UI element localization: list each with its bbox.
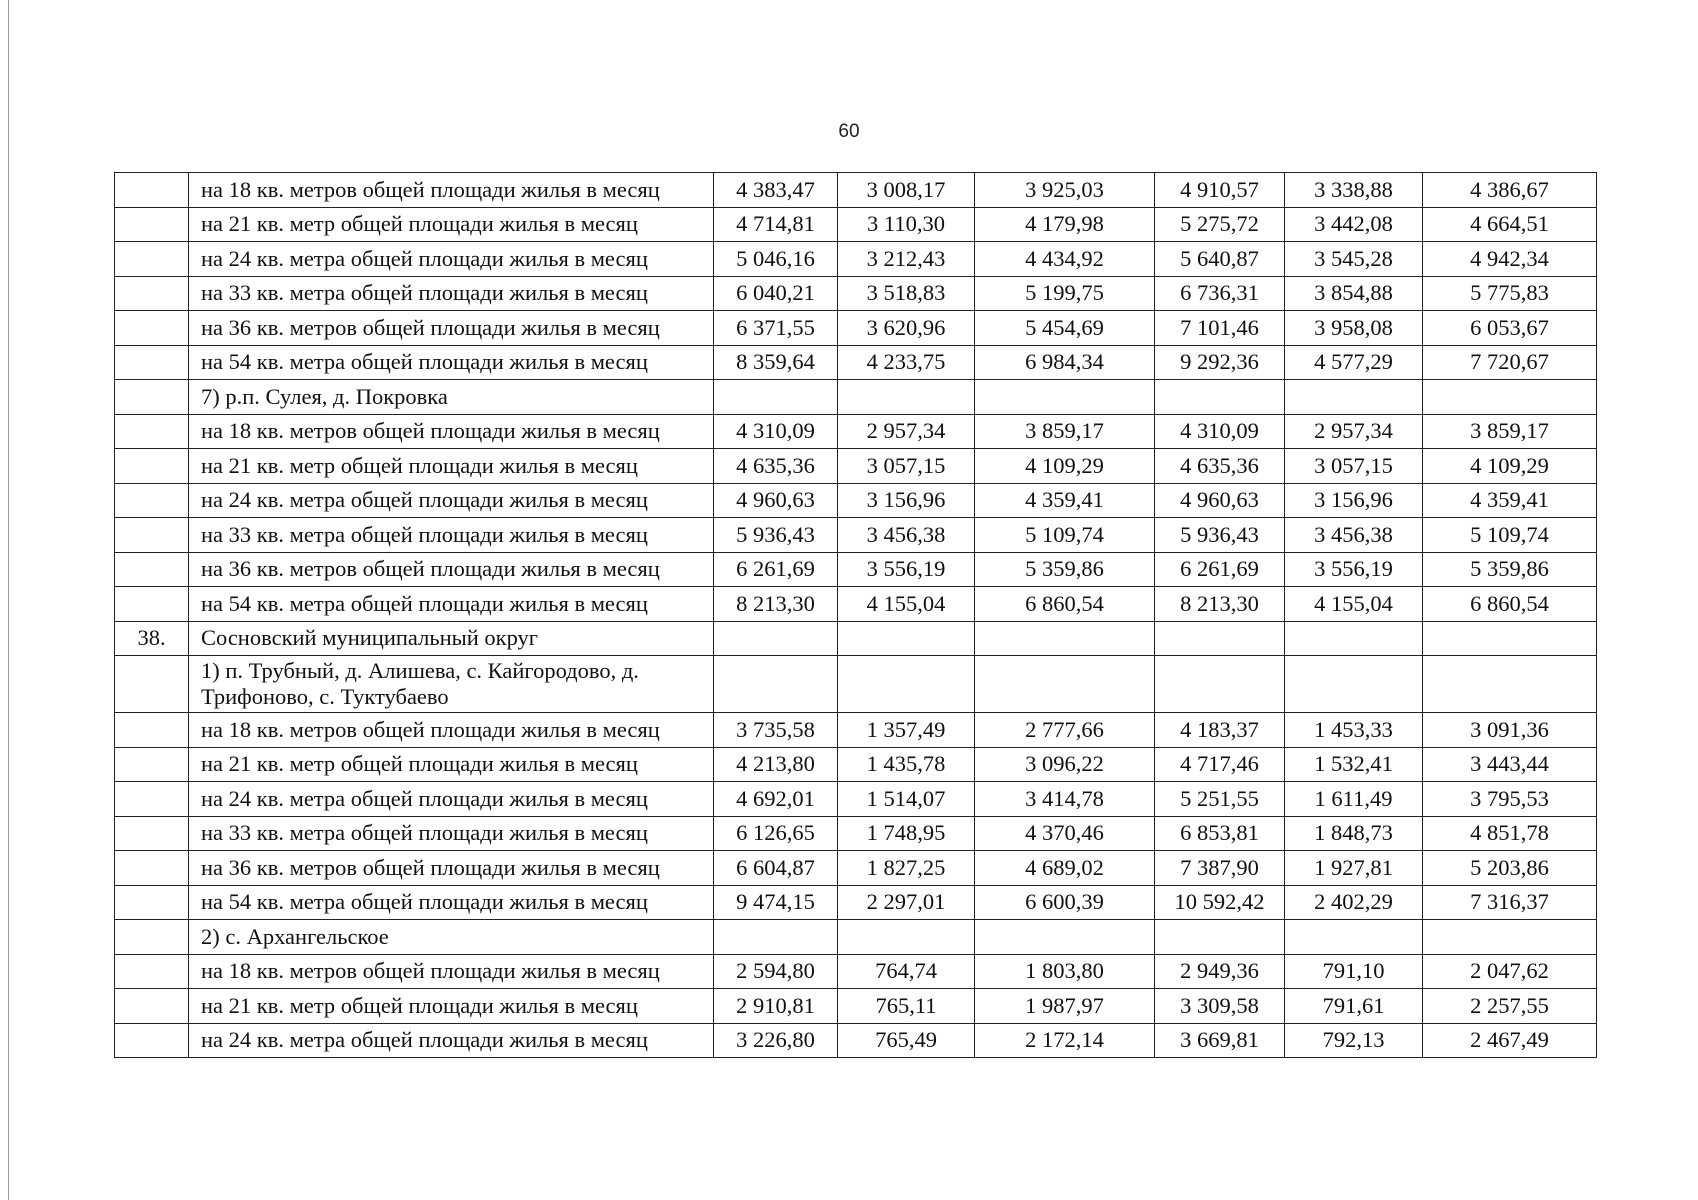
value-cell-1: 5 046,16 [714, 242, 838, 277]
row-name-cell: на 36 кв. метров общей площади жилья в месяц [189, 851, 714, 886]
row-index-cell [115, 782, 189, 817]
value-cell-1: 4 692,01 [714, 782, 838, 817]
value-cell-2: 1 827,25 [838, 851, 975, 886]
value-cell-6: 4 359,41 [1423, 483, 1597, 518]
value-cell-1: 4 960,63 [714, 483, 838, 518]
row-index-cell [115, 242, 189, 277]
value-cell-2: 3 156,96 [838, 483, 975, 518]
value-cell-3: 4 179,98 [975, 207, 1155, 242]
value-cell-6: 2 047,62 [1423, 954, 1597, 989]
value-cell-6: 5 359,86 [1423, 552, 1597, 587]
row-name-cell: на 24 кв. метра общей площади жилья в месяц [189, 483, 714, 518]
value-cell-4: 4 310,09 [1155, 414, 1285, 449]
value-cell-6 [1423, 920, 1597, 955]
table-row [115, 989, 1597, 1024]
value-cell-5: 3 057,15 [1285, 449, 1423, 484]
value-cell-6: 3 795,53 [1423, 782, 1597, 817]
value-cell-1: 9 474,15 [714, 885, 838, 920]
row-index-cell [115, 207, 189, 242]
value-cell-4: 10 592,42 [1155, 885, 1285, 920]
row-index-cell [115, 954, 189, 989]
value-cell-1: 4 383,47 [714, 173, 838, 208]
value-cell-3 [975, 380, 1155, 415]
value-cell-1: 6 604,87 [714, 851, 838, 886]
value-cell-1: 8 213,30 [714, 587, 838, 622]
value-cell-3: 6 600,39 [975, 885, 1155, 920]
value-cell-4: 6 261,69 [1155, 552, 1285, 587]
value-cell-4 [1155, 621, 1285, 656]
value-cell-3: 4 434,92 [975, 242, 1155, 277]
row-name-cell: на 36 кв. метров общей площади жилья в месяц [189, 552, 714, 587]
value-cell-5: 1 611,49 [1285, 782, 1423, 817]
row-index-cell [115, 1023, 189, 1058]
value-cell-4: 6 736,31 [1155, 276, 1285, 311]
value-cell-5: 3 854,88 [1285, 276, 1423, 311]
row-name-cell: на 33 кв. метра общей площади жилья в месяц [189, 816, 714, 851]
table-row [115, 242, 1597, 277]
value-cell-3: 5 359,86 [975, 552, 1155, 587]
row-name-cell: 7) р.п. Сулея, д. Покровка [189, 380, 714, 415]
row-index-cell: 38. [115, 621, 189, 656]
value-cell-4: 6 853,81 [1155, 816, 1285, 851]
table-row [115, 380, 1597, 415]
row-index-cell [115, 747, 189, 782]
value-cell-1: 4 714,81 [714, 207, 838, 242]
value-cell-6: 4 664,51 [1423, 207, 1597, 242]
value-cell-5: 3 338,88 [1285, 173, 1423, 208]
row-name-cell: на 21 кв. метр общей площади жилья в месяц [189, 989, 714, 1024]
value-cell-4: 2 949,36 [1155, 954, 1285, 989]
value-cell-2: 3 057,15 [838, 449, 975, 484]
row-name-cell: на 18 кв. метров общей площади жилья в месяц [189, 173, 714, 208]
value-cell-5: 2 402,29 [1285, 885, 1423, 920]
table-row [115, 345, 1597, 380]
row-name-cell: 1) п. Трубный, д. Алишева, с. Кайгородово, д. Трифоново, с. Туктубаево [189, 656, 714, 713]
value-cell-3: 5 199,75 [975, 276, 1155, 311]
value-cell-4 [1155, 920, 1285, 955]
value-cell-5: 3 456,38 [1285, 518, 1423, 553]
value-cell-2: 1 748,95 [838, 816, 975, 851]
value-cell-1: 6 371,55 [714, 311, 838, 346]
table-row [115, 920, 1597, 955]
value-cell-2: 1 357,49 [838, 713, 975, 748]
value-cell-5 [1285, 920, 1423, 955]
value-cell-6: 5 203,86 [1423, 851, 1597, 886]
value-cell-4: 5 640,87 [1155, 242, 1285, 277]
row-index-cell [115, 276, 189, 311]
value-cell-2: 4 155,04 [838, 587, 975, 622]
value-cell-4: 4 717,46 [1155, 747, 1285, 782]
row-index-cell [115, 311, 189, 346]
value-cell-3: 1 987,97 [975, 989, 1155, 1024]
value-cell-3: 1 803,80 [975, 954, 1155, 989]
value-cell-5 [1285, 621, 1423, 656]
value-cell-2: 765,11 [838, 989, 975, 1024]
value-cell-5: 1 848,73 [1285, 816, 1423, 851]
table-row [115, 483, 1597, 518]
table-row [115, 207, 1597, 242]
table-row [115, 311, 1597, 346]
value-cell-3 [975, 621, 1155, 656]
value-cell-4: 5 275,72 [1155, 207, 1285, 242]
value-cell-6: 6 053,67 [1423, 311, 1597, 346]
row-name-cell: на 18 кв. метров общей площади жилья в месяц [189, 713, 714, 748]
value-cell-1 [714, 621, 838, 656]
table-row [115, 173, 1597, 208]
row-index-cell [115, 920, 189, 955]
value-cell-3 [975, 656, 1155, 713]
value-cell-3: 3 414,78 [975, 782, 1155, 817]
value-cell-2 [838, 656, 975, 713]
row-name-cell: на 24 кв. метра общей площади жилья в месяц [189, 782, 714, 817]
value-cell-5: 791,10 [1285, 954, 1423, 989]
value-cell-2: 764,74 [838, 954, 975, 989]
row-index-cell [115, 414, 189, 449]
value-cell-6 [1423, 621, 1597, 656]
scan-edge-line [8, 0, 9, 1200]
row-index-cell [115, 552, 189, 587]
value-cell-2: 3 556,19 [838, 552, 975, 587]
table-row [115, 414, 1597, 449]
value-cell-1: 4 635,36 [714, 449, 838, 484]
row-index-cell [115, 518, 189, 553]
value-cell-3: 3 925,03 [975, 173, 1155, 208]
table-row [115, 885, 1597, 920]
value-cell-5: 1 532,41 [1285, 747, 1423, 782]
value-cell-2: 3 518,83 [838, 276, 975, 311]
value-cell-4: 8 213,30 [1155, 587, 1285, 622]
row-name-cell: на 54 кв. метра общей площади жилья в месяц [189, 345, 714, 380]
value-cell-6: 3 443,44 [1423, 747, 1597, 782]
tariff-table [114, 172, 1597, 1058]
value-cell-5: 3 156,96 [1285, 483, 1423, 518]
value-cell-4 [1155, 656, 1285, 713]
value-cell-1: 4 310,09 [714, 414, 838, 449]
value-cell-5: 3 442,08 [1285, 207, 1423, 242]
row-name-cell: на 24 кв. метра общей площади жилья в месяц [189, 1023, 714, 1058]
row-index-cell [115, 656, 189, 713]
value-cell-3: 4 689,02 [975, 851, 1155, 886]
value-cell-1: 3 735,58 [714, 713, 838, 748]
row-name-cell: Сосновский муниципальный округ [189, 621, 714, 656]
value-cell-4: 4 635,36 [1155, 449, 1285, 484]
value-cell-1 [714, 380, 838, 415]
value-cell-4: 9 292,36 [1155, 345, 1285, 380]
value-cell-2: 3 456,38 [838, 518, 975, 553]
value-cell-3: 4 109,29 [975, 449, 1155, 484]
value-cell-3: 5 454,69 [975, 311, 1155, 346]
row-name-cell: на 18 кв. метров общей площади жилья в месяц [189, 414, 714, 449]
row-name-cell: 2) с. Архангельское [189, 920, 714, 955]
table-row [115, 621, 1597, 656]
row-name-cell: на 33 кв. метра общей площади жилья в месяц [189, 518, 714, 553]
value-cell-4: 5 936,43 [1155, 518, 1285, 553]
row-name-cell: на 36 кв. метров общей площади жилья в месяц [189, 311, 714, 346]
row-index-cell [115, 587, 189, 622]
value-cell-4: 7 101,46 [1155, 311, 1285, 346]
value-cell-2 [838, 920, 975, 955]
row-index-cell [115, 345, 189, 380]
value-cell-6: 7 720,67 [1423, 345, 1597, 380]
table-row [115, 587, 1597, 622]
value-cell-5 [1285, 656, 1423, 713]
value-cell-1 [714, 656, 838, 713]
value-cell-6: 3 091,36 [1423, 713, 1597, 748]
table-row [115, 1023, 1597, 1058]
value-cell-2: 3 620,96 [838, 311, 975, 346]
row-name-cell: на 54 кв. метра общей площади жилья в месяц [189, 885, 714, 920]
value-cell-2: 3 212,43 [838, 242, 975, 277]
value-cell-4: 5 251,55 [1155, 782, 1285, 817]
value-cell-4: 3 309,58 [1155, 989, 1285, 1024]
row-name-cell: на 33 кв. метра общей площади жилья в месяц [189, 276, 714, 311]
value-cell-5: 3 556,19 [1285, 552, 1423, 587]
table-row [115, 816, 1597, 851]
value-cell-1: 6 040,21 [714, 276, 838, 311]
value-cell-2: 765,49 [838, 1023, 975, 1058]
table-row [115, 954, 1597, 989]
value-cell-1 [714, 920, 838, 955]
value-cell-2: 2 957,34 [838, 414, 975, 449]
value-cell-1: 4 213,80 [714, 747, 838, 782]
value-cell-5: 3 545,28 [1285, 242, 1423, 277]
value-cell-1: 2 594,80 [714, 954, 838, 989]
value-cell-3: 6 860,54 [975, 587, 1155, 622]
value-cell-5: 4 577,29 [1285, 345, 1423, 380]
value-cell-3: 4 359,41 [975, 483, 1155, 518]
value-cell-1: 3 226,80 [714, 1023, 838, 1058]
row-name-cell: на 21 кв. метр общей площади жилья в месяц [189, 449, 714, 484]
table-row [115, 518, 1597, 553]
value-cell-3: 2 172,14 [975, 1023, 1155, 1058]
value-cell-6: 5 775,83 [1423, 276, 1597, 311]
table-row [115, 552, 1597, 587]
table-body [115, 173, 1597, 1058]
value-cell-3: 3 859,17 [975, 414, 1155, 449]
value-cell-5: 1 453,33 [1285, 713, 1423, 748]
value-cell-6: 4 386,67 [1423, 173, 1597, 208]
value-cell-1: 6 126,65 [714, 816, 838, 851]
value-cell-2: 3 008,17 [838, 173, 975, 208]
value-cell-2: 1 514,07 [838, 782, 975, 817]
value-cell-5: 792,13 [1285, 1023, 1423, 1058]
table-row [115, 782, 1597, 817]
table-row [115, 713, 1597, 748]
value-cell-6: 2 467,49 [1423, 1023, 1597, 1058]
value-cell-6: 7 316,37 [1423, 885, 1597, 920]
table-row [115, 656, 1597, 713]
value-cell-1: 5 936,43 [714, 518, 838, 553]
value-cell-5: 1 927,81 [1285, 851, 1423, 886]
row-index-cell [115, 713, 189, 748]
value-cell-2: 2 297,01 [838, 885, 975, 920]
row-name-cell: на 21 кв. метр общей площади жилья в месяц [189, 207, 714, 242]
value-cell-5: 2 957,34 [1285, 414, 1423, 449]
row-name-cell: на 24 кв. метра общей площади жилья в месяц [189, 242, 714, 277]
row-index-cell [115, 380, 189, 415]
row-name-cell: на 54 кв. метра общей площади жилья в месяц [189, 587, 714, 622]
row-index-cell [115, 173, 189, 208]
value-cell-4: 4 910,57 [1155, 173, 1285, 208]
row-index-cell [115, 816, 189, 851]
value-cell-2 [838, 380, 975, 415]
value-cell-4: 3 669,81 [1155, 1023, 1285, 1058]
row-index-cell [115, 483, 189, 518]
value-cell-6: 2 257,55 [1423, 989, 1597, 1024]
table-row [115, 747, 1597, 782]
row-index-cell [115, 885, 189, 920]
row-index-cell [115, 989, 189, 1024]
value-cell-2: 4 233,75 [838, 345, 975, 380]
value-cell-3: 2 777,66 [975, 713, 1155, 748]
table-row [115, 851, 1597, 886]
value-cell-5 [1285, 380, 1423, 415]
table-row [115, 449, 1597, 484]
value-cell-4: 4 960,63 [1155, 483, 1285, 518]
value-cell-2: 3 110,30 [838, 207, 975, 242]
value-cell-3: 5 109,74 [975, 518, 1155, 553]
value-cell-4: 4 183,37 [1155, 713, 1285, 748]
value-cell-6: 4 109,29 [1423, 449, 1597, 484]
value-cell-6: 4 942,34 [1423, 242, 1597, 277]
value-cell-1: 2 910,81 [714, 989, 838, 1024]
value-cell-3: 3 096,22 [975, 747, 1155, 782]
value-cell-5: 791,61 [1285, 989, 1423, 1024]
value-cell-1: 8 359,64 [714, 345, 838, 380]
row-index-cell [115, 449, 189, 484]
value-cell-1: 6 261,69 [714, 552, 838, 587]
value-cell-6 [1423, 656, 1597, 713]
value-cell-3: 6 984,34 [975, 345, 1155, 380]
table-row [115, 276, 1597, 311]
value-cell-6: 4 851,78 [1423, 816, 1597, 851]
value-cell-3 [975, 920, 1155, 955]
value-cell-6: 3 859,17 [1423, 414, 1597, 449]
row-name-cell: на 21 кв. метр общей площади жилья в месяц [189, 747, 714, 782]
value-cell-5: 4 155,04 [1285, 587, 1423, 622]
value-cell-4: 7 387,90 [1155, 851, 1285, 886]
row-index-cell [115, 851, 189, 886]
value-cell-6 [1423, 380, 1597, 415]
value-cell-3: 4 370,46 [975, 816, 1155, 851]
value-cell-2: 1 435,78 [838, 747, 975, 782]
value-cell-6: 5 109,74 [1423, 518, 1597, 553]
value-cell-4 [1155, 380, 1285, 415]
row-name-cell: на 18 кв. метров общей площади жилья в месяц [189, 954, 714, 989]
value-cell-6: 6 860,54 [1423, 587, 1597, 622]
page-number: 60 [838, 121, 860, 142]
value-cell-5: 3 958,08 [1285, 311, 1423, 346]
value-cell-2 [838, 621, 975, 656]
